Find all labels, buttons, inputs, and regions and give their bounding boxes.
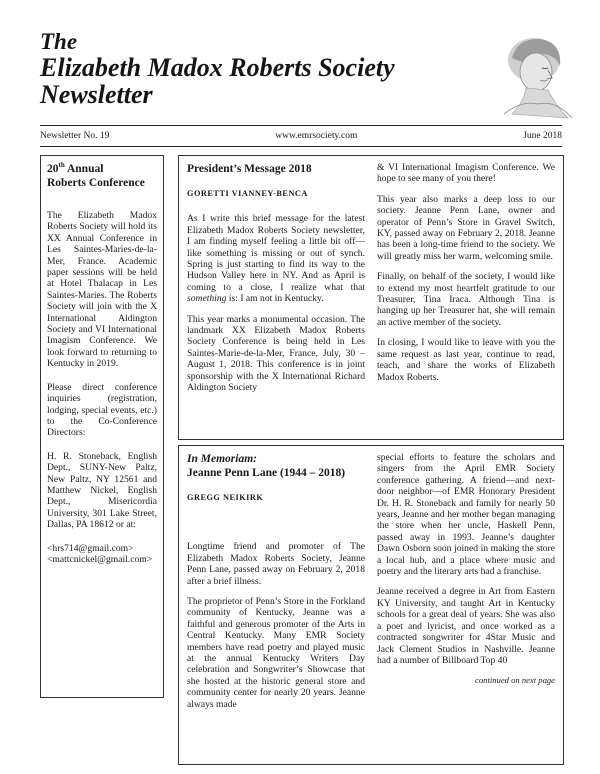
email-nickel[interactable]: <mattcnickel@gmail.com> — [47, 553, 153, 565]
presidents-message-paragraph-3: & VI International Imagism Conference. We hope to see many of you there! — [377, 162, 555, 185]
conference-paragraph-1: The Elizabeth Madox Roberts Society will hold its XX Annual Conference in Les Saintes-Maries-de-la-Mer, France. Academic paper sessions will be held at Hotel Thalacap in Les Saintes-Maries. The Roberts Society will join with the X International Aldington Society and VI International Imagism Conference. We look forward to returning to Kentucky in 2019. — [47, 210, 157, 370]
masthead-bottom-rule — [40, 146, 562, 147]
presidents-message-paragraph-1: As I write this brief message for the latest Elizabeth Madox Roberts Society newsletter, I am finding myself feeling a little bit off—like something is missing or out of synch. Spring is just starting to find its way to the Hudson Valley here in NY. And as April is coming to a close, I realize what that something is: I am not in Kentucky. — [187, 213, 365, 305]
memoriam-title: Jeanne Penn Lane (1944 – 2018) — [187, 467, 346, 479]
memoriam-column-1 — [187, 452, 365, 719]
masthead-top-rule — [40, 125, 562, 126]
masthead-the: The — [40, 29, 78, 54]
conference-heading-number: 20 — [47, 163, 59, 175]
presidents-message-box — [178, 155, 564, 440]
conference-column — [47, 162, 157, 565]
conference-heading-annual: Annual — [64, 163, 104, 175]
presidents-message-column-2 — [377, 162, 555, 392]
masthead-newsletter: Newsletter — [40, 80, 153, 109]
emphasis-something: something — [187, 293, 227, 305]
memoriam-paragraph-3: special efforts to feature the scholars and singers from the April EMR Society conference gathering. A friend—and next-door neighbor—of EMR Honorary President Dr. H. R. Stoneback and family for nearly 50 years, Jeanne and her mother began managing the store when her uncle, Haskell Penn, passed away in 1993. Jeanne’s daughter Dawn Osborn soon joined in making the store a local hub, and a place where music and poetry and the literary arts had a franchise. — [377, 452, 555, 578]
presidents-message-paragraph-4: This year also marks a deep loss to our society. Jeanne Penn Lane, owner and operator of Penn’s Store in Gravel Switch, KY, passed away on February 2, 2018. Jeanne has been a long-time friend to the society. We will greatly miss her warm, welcoming smile. — [377, 193, 555, 262]
conference-paragraph-3: H. R. Stoneback, English Dept., SUNY-New Paltz, New Paltz, NY 12561 and Matthew Nickel, English Dept., Misericordia University, 301 Lake Street, Dallas, PA 18612 or at: — [47, 450, 157, 531]
presidents-message-byline: GORETTI VIANNEY-BENCA — [187, 189, 308, 198]
conference-paragraph-2: Please direct conference inquiries (registration, lodging, special events, etc.) to the Co-Conference Directors: — [47, 381, 157, 439]
memoriam-paragraph-1: Longtime friend and promoter of The Elizabeth Madox Roberts Society, Jeanne Penn Lane, passed away on February 2, 2018 after a brief illness. — [187, 541, 365, 587]
presidents-message-paragraph-6: In closing, I would like to leave with you the same request as last year, continue to read, teach, and share the works of Elizabeth Madox Roberts. — [377, 337, 555, 383]
presidents-message-paragraph-5: Finally, on behalf of the society, I would like to extend my most heartfelt gratitude to our Treasurer, Tina Iraca. Although Tina is hanging up her Treasurer hat, she will remain an active member of the society. — [377, 271, 555, 328]
conference-heading — [47, 162, 157, 190]
conference-heading-suffix: th — [58, 161, 65, 170]
presidents-message-column-1 — [187, 162, 365, 403]
memoriam-label: In Memoriam: — [187, 453, 257, 465]
memoriam-heading — [187, 452, 365, 480]
presidents-message-heading: President’s Message 2018 — [187, 163, 312, 175]
email-hrs[interactable]: <hrs714@gmail.com> — [47, 542, 134, 554]
conference-box — [40, 155, 164, 698]
portrait-sketch-image — [482, 30, 578, 122]
continued-on-next-page[interactable]: continued on next page — [475, 675, 555, 686]
masthead-society-name: Elizabeth Madox Roberts Society — [40, 53, 395, 82]
issue-number: Newsletter No. 19 — [40, 130, 110, 141]
memoriam-paragraph-2: The proprietor of Penn’s Store in the Forkland community of Kentucky, Jeanne was a faithful and generous promoter of the Arts in Central Kentucky. Many EMR Society members have read poetry and played music at the annual Kentucky Writers Day celebration and Songwriter’s Showcase that she hosted at the historic general store and community center for nearly 20 years. Jeanne always made — [187, 596, 365, 710]
website-link[interactable]: www.emrsociety.com — [275, 130, 358, 141]
memoriam-paragraph-4: Jeanne received a degree in Art from Eastern KY University, and taught Art in Kentucky schools for a great deal of years. She was also a poet and lyricist, and once worked as a contracted songwriter for 4Star Music and Jack Clement Studios in Nashville. Jeanne had a number of Billboard Top 40 — [377, 586, 555, 666]
conference-heading-line2: Roberts Conference — [47, 177, 145, 189]
memoriam-byline: GREGG NEIKIRK — [187, 493, 264, 502]
presidents-message-paragraph-2: This year marks a monumental occasion. The landmark XX Elizabeth Madox Roberts Society Conference is being held in Les Saintes-Marie-de-la-Mer, France, July, 30 – August 1, 2018. This conference is in joint sponsorship with the X International Richard Aldington Society — [187, 313, 365, 394]
memoriam-column-2 — [377, 452, 555, 687]
memoriam-box — [178, 445, 564, 765]
issue-info-bar — [40, 128, 562, 143]
issue-date: June 2018 — [523, 130, 562, 141]
